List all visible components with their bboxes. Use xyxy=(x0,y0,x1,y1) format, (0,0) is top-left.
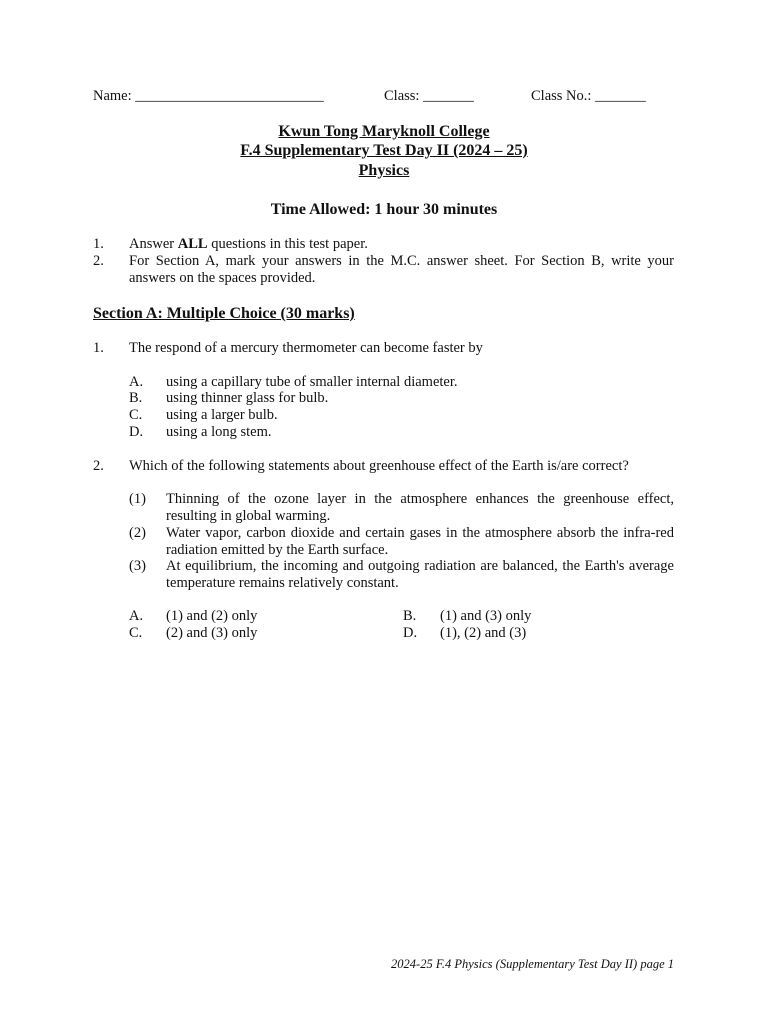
page-footer: 2024-25 F.4 Physics (Supplementary Test Day II) page 1 xyxy=(391,957,674,971)
q2-option-a-label: A. xyxy=(129,608,144,624)
q1-text: The respond of a mercury thermometer can become faster by xyxy=(129,340,483,356)
q1-option-a: using a capillary tube of smaller internal diameter. xyxy=(166,374,458,390)
time-allowed: Time Allowed: 1 hour 30 minutes xyxy=(270,201,498,218)
q1-option-c: using a larger bulb. xyxy=(166,407,278,423)
q1-option-b-label: B. xyxy=(129,390,143,406)
class-blank: _______ xyxy=(423,88,474,104)
instruction-1-emphasis: ALL xyxy=(177,236,208,252)
test-title: F.4 Supplementary Test Day II (2024 – 25) xyxy=(240,142,528,159)
class-no-label: Class No.: xyxy=(531,88,592,104)
class-no-field xyxy=(531,88,646,105)
q1-option-c-label: C. xyxy=(129,407,143,423)
q2-option-b-label: B. xyxy=(403,608,417,624)
q1-option-b: using thinner glass for bulb. xyxy=(166,390,329,406)
class-label: Class: xyxy=(384,88,420,104)
name-field xyxy=(93,88,324,105)
instruction-1-number: 1. xyxy=(93,236,104,252)
subject-title: Physics xyxy=(358,162,410,179)
q2-option-c-label: C. xyxy=(129,625,143,641)
q2-option-d-label: D. xyxy=(403,625,418,641)
school-name: Kwun Tong Maryknoll College xyxy=(278,123,490,140)
q2-number: 2. xyxy=(93,458,104,474)
class-no-blank: _______ xyxy=(595,88,646,104)
q1-option-d: using a long stem. xyxy=(166,424,272,440)
instruction-1: Answer ALL questions in this test paper. xyxy=(129,236,368,252)
q2-statement-2-number: (2) xyxy=(129,525,146,541)
name-label: Name: xyxy=(93,88,132,104)
section-a-heading: Section A: Multiple Choice (30 marks) xyxy=(93,305,355,322)
q2-statement-3-number: (3) xyxy=(129,558,146,574)
q2-statement-1: Thinning of the ozone layer in the atmosphere enhances the greenhouse effect, resulting in global warming. xyxy=(166,491,674,524)
q2-option-c: (2) and (3) only xyxy=(166,625,258,641)
q2-option-a: (1) and (2) only xyxy=(166,608,258,624)
q1-number: 1. xyxy=(93,340,104,356)
instruction-2-number: 2. xyxy=(93,253,104,269)
q1-option-d-label: D. xyxy=(129,424,144,440)
q2-statement-1-number: (1) xyxy=(129,491,146,507)
name-blank: __________________________ xyxy=(135,88,324,104)
instruction-2: For Section A, mark your answers in the M.C. answer sheet. For Section B, write your answers on the spaces provided. xyxy=(129,253,674,286)
q2-statement-2: Water vapor, carbon dioxide and certain gases in the atmosphere absorb the infra-red radiation emitted by the Earth surface. xyxy=(166,525,674,558)
q2-option-b: (1) and (3) only xyxy=(440,608,532,624)
q1-option-a-label: A. xyxy=(129,374,144,390)
class-field xyxy=(384,88,474,105)
q2-text: Which of the following statements about greenhouse effect of the Earth is/are correct? xyxy=(129,458,629,474)
q2-statement-3: At equilibrium, the incoming and outgoing radiation are balanced, the Earth's average temperature remains relatively constant. xyxy=(166,558,674,591)
q2-option-d: (1), (2) and (3) xyxy=(440,625,527,641)
